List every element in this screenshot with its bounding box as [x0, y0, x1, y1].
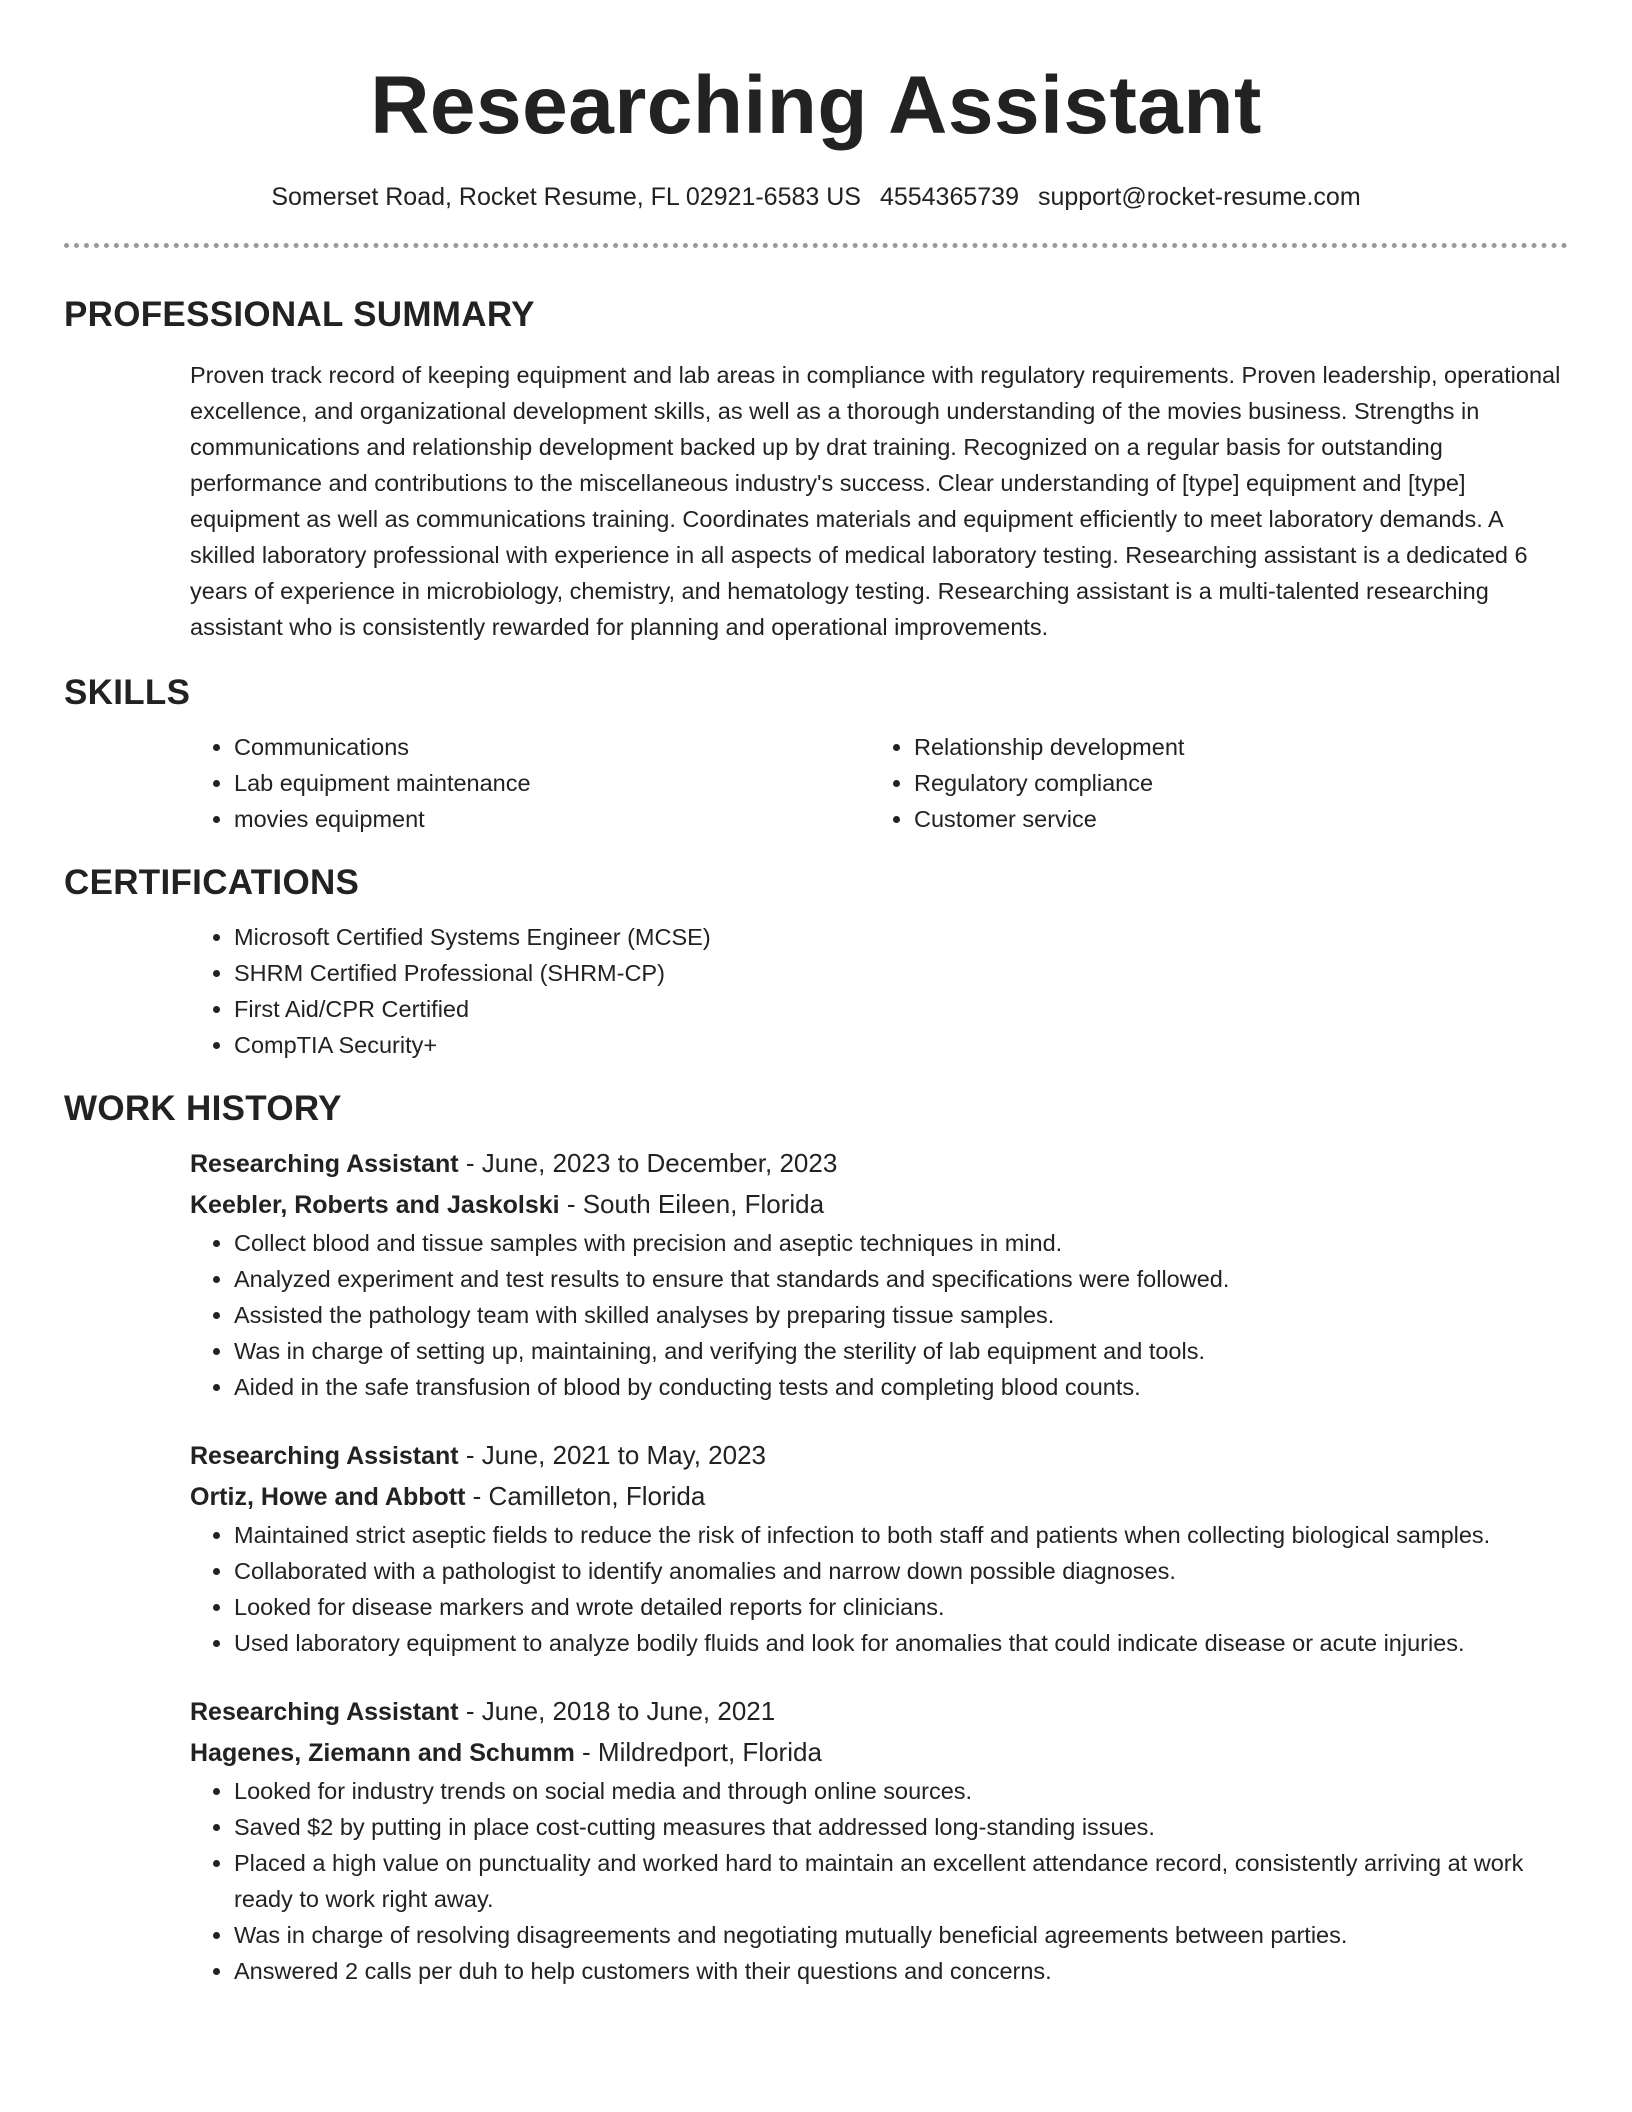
summary-text: Proven track record of keeping equipment and lab areas in compliance with regulatory requirements. Proven leadership, operational excellence, and organizational development skills, as well as a thorough understanding of the movies business. Strengths in communications and relationship development backed up by drat training. Recognized on a regular basis for outstanding performance and contributions to the miscellaneous industry's success. Clear understanding of [type] equipment and [type] equipment as well as communications training. Coordinates materials and equipment efficiently to meet laboratory demands. A skilled laboratory professional with experience in all aspects of medical laboratory testing. Researching assistant is a dedicated 6 years of experience in microbiology, chemistry, and hematology testing. Researching assistant is a multi-talented researching assistant who is consistently rewarded for planning and operational improvements. [190, 362, 1561, 640]
job-bullet: • Used laboratory equipment to analyze bodily fluids and look for anomalies that could indicate disease or acute injuries. [234, 1625, 1568, 1661]
job-company-line [190, 1732, 1568, 1773]
certification-item: • SHRM Certified Professional (SHRM-CP) [234, 955, 1568, 991]
certification-item: • Microsoft Certified Systems Engineer (MCSE) [234, 919, 1568, 955]
job-bullets [190, 1225, 1568, 1405]
job-bullet: • Answered 2 calls per duh to help customers with their questions and concerns. [234, 1953, 1568, 1989]
skills-list [190, 729, 1568, 837]
skill-item: • Relationship development [914, 729, 1550, 765]
job-bullet: • Looked for disease markers and wrote detailed reports for clinicians. [234, 1589, 1568, 1625]
contact-address: Somerset Road, Rocket Resume, FL 02921-6583 US [271, 183, 861, 211]
job-company: Hagenes, Ziemann and Schumm [190, 1739, 575, 1767]
job-role: Researching Assistant [190, 1442, 459, 1470]
job-dates: - June, 2018 to June, 2021 [458, 1696, 776, 1726]
contact-phone: 4554365739 [879, 183, 1019, 211]
job-bullet: • Saved $2 by putting in place cost-cutting measures that addressed long-standing issues. [234, 1809, 1568, 1845]
job-role: Researching Assistant [190, 1698, 459, 1726]
job-bullet: • Maintained strict aseptic fields to reduce the risk of infection to both staff and patients when collecting biological samples. [234, 1517, 1568, 1553]
job-title-line [190, 1435, 1568, 1476]
job-location: - Camilleton, Florida [465, 1481, 706, 1511]
certifications-list [190, 919, 1568, 1063]
job-bullet: • Looked for industry trends on social media and through online sources. [234, 1773, 1568, 1809]
certification-item: • CompTIA Security+ [234, 1027, 1568, 1063]
contact-email: support@rocket-resume.com [1037, 183, 1361, 211]
job-entry [190, 1435, 1568, 1661]
job-bullet: • Placed a high value on punctuality and worked hard to maintain an excellent attendance record, consistently arriving at work ready to work right away. [234, 1845, 1568, 1917]
job-company-line [190, 1184, 1568, 1225]
job-bullets [190, 1773, 1568, 1989]
job-bullet: • Assisted the pathology team with skilled analyses by preparing tissue samples. [234, 1297, 1568, 1333]
skill-item: • Communications [234, 729, 870, 765]
job-bullet: • Was in charge of resolving disagreements and negotiating mutually beneficial agreements between parties. [234, 1917, 1568, 1953]
job-dates: - June, 2023 to December, 2023 [458, 1148, 838, 1178]
job-location: - Mildredport, Florida [574, 1737, 822, 1767]
job-bullet: • Aided in the safe transfusion of blood by conducting tests and completing blood counts. [234, 1369, 1568, 1405]
skills-heading: SKILLS [64, 673, 191, 712]
job-company: Ortiz, Howe and Abbott [190, 1483, 466, 1511]
contact-line [64, 180, 1568, 214]
header-divider [64, 243, 1568, 248]
job-role: Researching Assistant [190, 1150, 459, 1178]
job-bullets [190, 1517, 1568, 1661]
skill-item: • Regulatory compliance [914, 765, 1550, 801]
job-bullet: • Was in charge of setting up, maintaining, and verifying the sterility of lab equipment and tools. [234, 1333, 1568, 1369]
job-dates: - June, 2021 to May, 2023 [458, 1440, 767, 1470]
job-company: Keebler, Roberts and Jaskolski [190, 1191, 560, 1219]
job-bullet: • Collect blood and tissue samples with precision and aseptic techniques in mind. [234, 1225, 1568, 1261]
job-entry [190, 1143, 1568, 1405]
skill-item: • Lab equipment maintenance [234, 765, 870, 801]
certification-item: • First Aid/CPR Certified [234, 991, 1568, 1027]
skills-column-left [190, 729, 870, 837]
job-title-line [190, 1691, 1568, 1732]
summary-heading: PROFESSIONAL SUMMARY [64, 295, 535, 334]
skill-item: • movies equipment [234, 801, 870, 837]
job-entry [190, 1691, 1568, 1989]
job-bullet: • Collaborated with a pathologist to identify anomalies and narrow down possible diagnoses. [234, 1553, 1568, 1589]
job-bullet: • Analyzed experiment and test results to ensure that standards and specifications were followed. [234, 1261, 1568, 1297]
job-location: - South Eileen, Florida [559, 1189, 825, 1219]
work-history-heading: WORK HISTORY [64, 1089, 342, 1128]
job-company-line [190, 1476, 1568, 1517]
skill-item: • Customer service [914, 801, 1550, 837]
skills-column-right [870, 729, 1550, 837]
resume-name: Researching Assistant [370, 60, 1262, 151]
job-title-line [190, 1143, 1568, 1184]
certifications-heading: CERTIFICATIONS [64, 863, 360, 902]
